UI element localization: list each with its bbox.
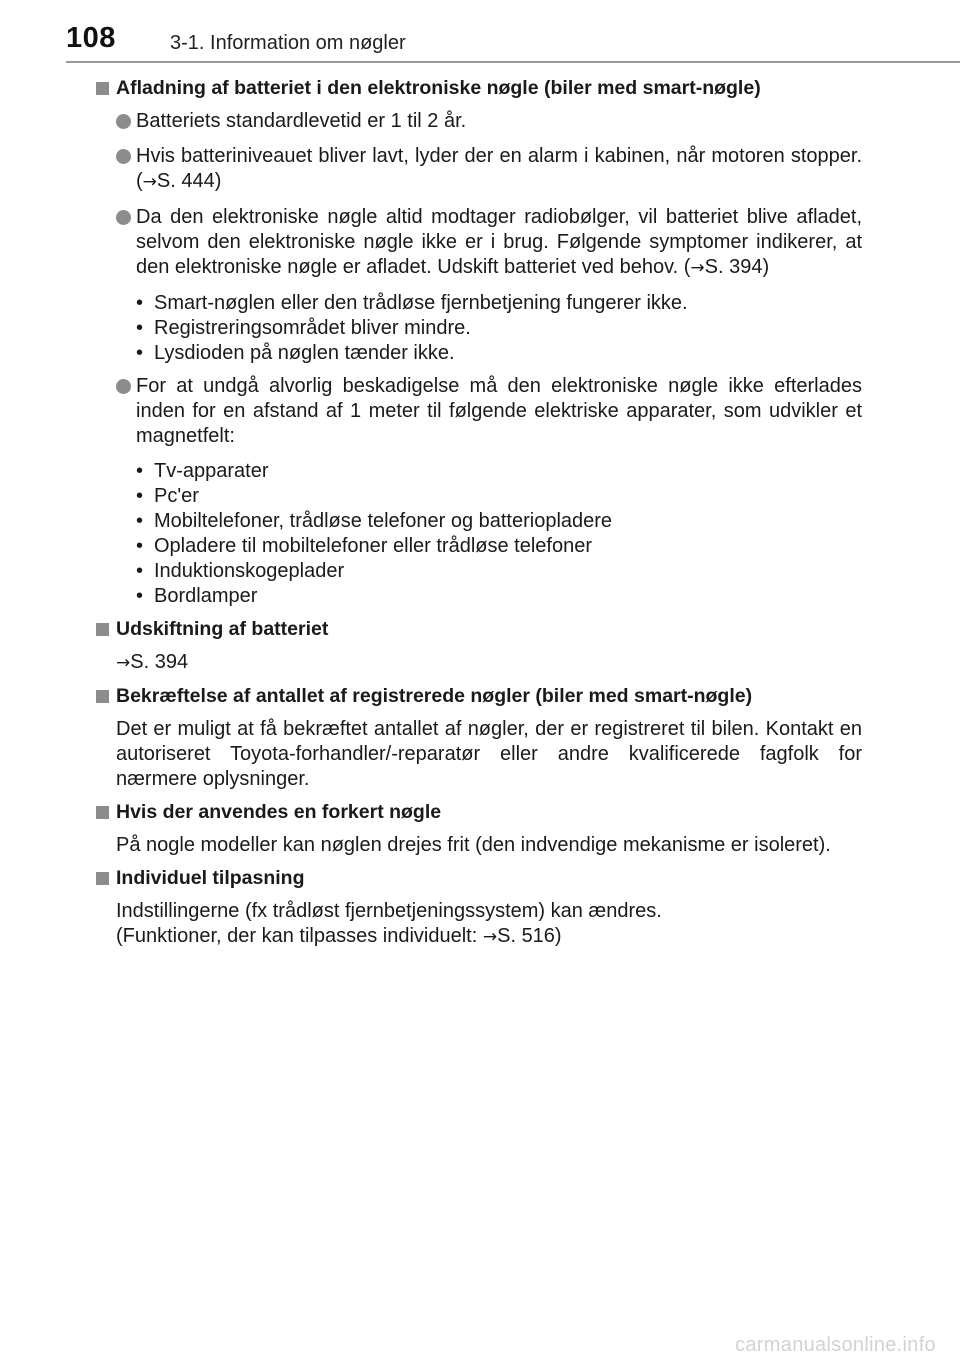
circle-bullet-icon <box>116 114 131 129</box>
section-battery-replacement <box>96 617 862 676</box>
list-item: • Registreringsområdet bliver mindre. <box>136 317 471 339</box>
section-paragraph: På nogle modeller kan nøglen drejes frit (den indvendige mekanisme er isoleret). <box>116 834 831 856</box>
square-bullet-icon <box>96 872 109 885</box>
list-item: • Opladere til mobiltelefoner eller trådløse telefoner <box>136 535 592 557</box>
section-heading <box>96 617 862 642</box>
arrow-icon: → <box>690 258 705 278</box>
list-item: • Smart-nøglen eller den trådløse fjernbetjening fungerer ikke. <box>136 292 688 314</box>
page-header <box>0 0 960 62</box>
circle-bullet-icon <box>116 210 131 225</box>
dot-bullet-icon: • <box>136 585 144 607</box>
watermark-text: carmanualsonline.info <box>735 1334 936 1356</box>
section-wrong-key <box>96 800 862 858</box>
header-divider <box>66 61 960 63</box>
list-item: • Induktionskogeplader <box>136 560 345 582</box>
page-number: 108 <box>66 22 116 54</box>
list-item: • Lysdioden på nøglen tænder ikke. <box>136 342 455 364</box>
bullet-item <box>96 374 862 449</box>
section-heading <box>96 76 862 101</box>
square-bullet-icon <box>96 623 109 636</box>
section-title: Udskiftning af batteriet <box>116 618 329 640</box>
dot-bullet-icon: • <box>136 342 144 364</box>
list-item: • Tv-apparater <box>136 460 269 482</box>
bullet-text: Batteriets standardlevetid er 1 til 2 år. <box>136 110 467 132</box>
section-paragraph: Det er muligt at få bekræftet antallet af nøgler, der er registreret til bilen. Kontakt en autoriseret Toyota-forhandler/-reparatør eller andre kvalificerede fagfolk for nærmere oplysninger. <box>116 718 862 790</box>
chapter-title: 3-1. Information om nøgler <box>170 32 406 54</box>
dot-bullet-icon: • <box>136 460 144 482</box>
dot-bullet-icon: • <box>136 485 144 507</box>
dot-bullet-icon: • <box>136 510 144 532</box>
dot-bullet-icon: • <box>136 560 144 582</box>
list-item: • Mobiltelefoner, trådløse telefoner og batteriopladere <box>136 510 613 532</box>
paragraph-line: (Funktioner, der kan tilpasses individuelt: →S. 516) <box>116 925 562 947</box>
page-content <box>96 76 862 958</box>
square-bullet-icon <box>96 82 109 95</box>
section-title: Afladning af batteriet i den elektroniske nøgle (biler med smart-nøgle) <box>116 77 761 99</box>
page-reference-link[interactable]: S. 444) <box>156 170 222 192</box>
bullet-item <box>96 144 862 195</box>
page-reference-link[interactable]: S. 394) <box>704 256 770 278</box>
device-list <box>96 459 862 609</box>
bullet-text: For at undgå alvorlig beskadigelse må den elektroniske nøgle ikke efterlades inden for en afstand af 1 meter til følgende elektriske apparater, som udvikler et magnetfelt: <box>136 375 862 447</box>
section-title: Bekræftelse af antallet af registrerede nøgler (biler med smart-nøgle) <box>116 685 753 707</box>
symptom-list <box>96 291 862 366</box>
bullet-item <box>96 109 862 134</box>
section-heading <box>96 800 862 825</box>
section-heading <box>96 866 862 891</box>
bullet-item <box>96 205 862 281</box>
arrow-icon: → <box>116 653 131 673</box>
section-battery-discharge <box>96 76 862 609</box>
circle-bullet-icon <box>116 379 131 394</box>
arrow-icon: → <box>482 927 498 947</box>
circle-bullet-icon <box>116 149 131 164</box>
square-bullet-icon <box>96 806 109 819</box>
arrow-icon: → <box>142 172 157 192</box>
section-paragraph <box>96 650 862 676</box>
section-heading <box>96 684 862 709</box>
bullet-text: Da den elektroniske nøgle altid modtager radiobølger, vil batteriet blive afladet, selvom den elektroniske nøgle ikke er i brug. Følgende symptomer indikerer, at den elektroniske nøgle er afladet. Udskift batteriet ved behov. ( <box>136 206 862 278</box>
section-customization <box>96 866 862 950</box>
section-title: Hvis der anvendes en forkert nøgle <box>116 801 442 823</box>
dot-bullet-icon: • <box>136 292 144 314</box>
section-title: Individuel tilpasning <box>116 867 305 889</box>
page-reference-link[interactable]: S. 394 <box>130 651 189 673</box>
section-paragraph <box>96 899 862 950</box>
paragraph-line: Indstillingerne (fx trådløst fjernbetjeningssystem) kan ændres. <box>116 900 662 922</box>
page-reference-link[interactable]: S. 516) <box>497 925 562 947</box>
section-registered-keys <box>96 684 862 792</box>
square-bullet-icon <box>96 690 109 703</box>
dot-bullet-icon: • <box>136 535 144 557</box>
list-item: • Bordlamper <box>136 585 258 607</box>
bullet-text: Hvis batteriniveauet bliver lavt, lyder der en alarm i kabinen, når motoren stopper. ( <box>136 145 862 192</box>
list-item: • Pc'er <box>136 485 199 507</box>
dot-bullet-icon: • <box>136 317 144 339</box>
